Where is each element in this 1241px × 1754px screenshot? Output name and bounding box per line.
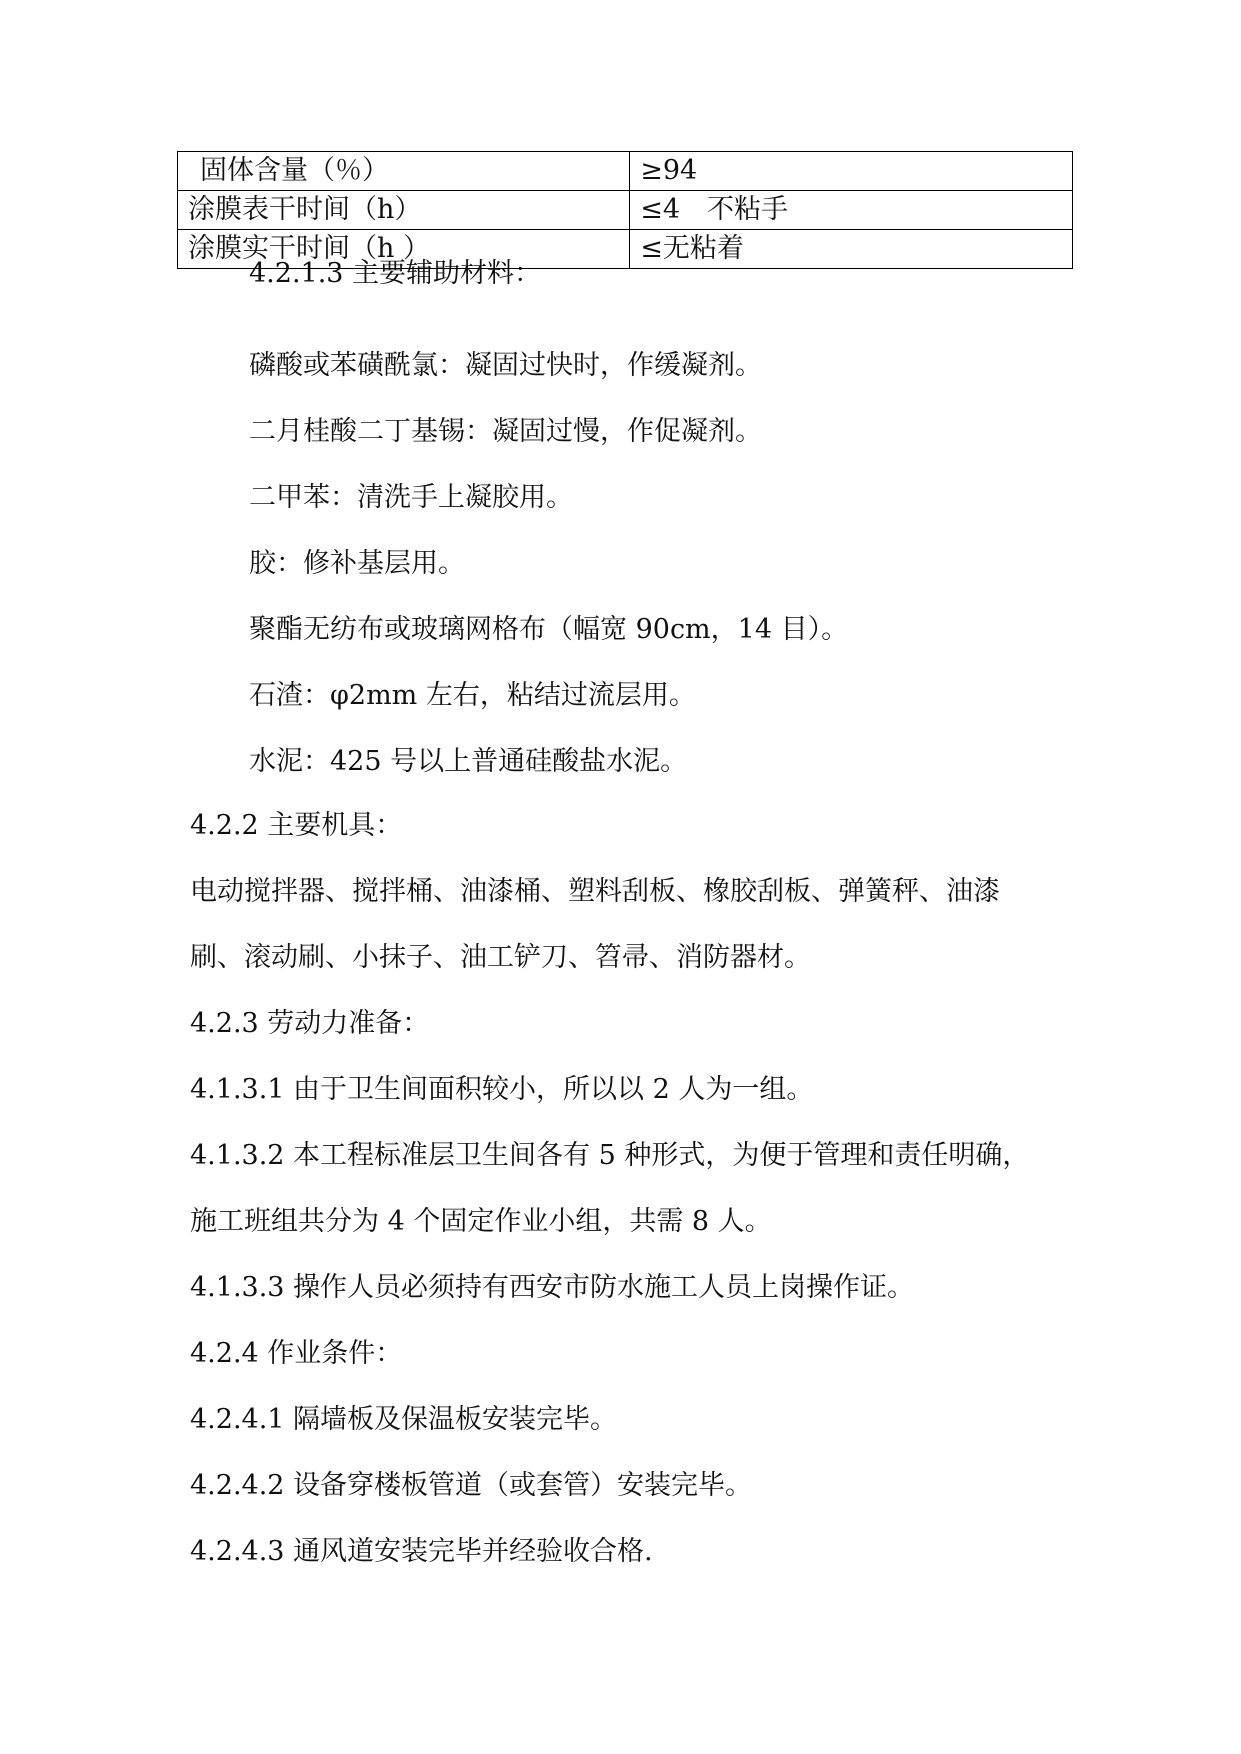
condition-item: 4.2.4.2 设备穿楼板管道（或套管）安装完毕。 [190,1470,753,1501]
aux-item: 二甲苯：清洗手上凝胶用。 [249,482,573,513]
properties-table [177,151,1073,269]
property-value: ≤4 不粘手 [630,191,1073,230]
property-value: ≤无粘着 [630,230,1073,269]
tools-text-line: 刷、滚动刷、小抹子、油工铲刀、笤帚、消防器材。 [190,942,811,973]
property-value: ≥94 [630,152,1073,191]
aux-item: 胶：修补基层用。 [249,548,465,579]
table-row [178,191,1073,230]
tools-heading: 4.2.2 主要机具： [190,810,403,841]
aux-item: 聚酯无纺布或玻璃网格布（幅宽 90cm，14 目）。 [249,614,849,645]
aux-materials-heading: 4.2.1.3 主要辅助材料： [249,258,542,289]
labor-heading: 4.2.3 劳动力准备： [190,1008,430,1039]
property-name: 固体含量（％） [178,152,630,191]
labor-item: 4.1.3.2 本工程标准层卫生间各有 5 种形式，为便于管理和责任明确， [190,1140,1030,1171]
aux-item: 二月桂酸二丁基锡：凝固过慢，作促凝剂。 [249,416,762,447]
tools-text-line: 电动搅拌器、搅拌桶、油漆桶、塑料刮板、橡胶刮板、弹簧秤、油漆 [190,876,1000,907]
labor-item-continued: 施工班组共分为 4 个固定作业小组，共需 8 人。 [190,1206,772,1237]
property-name: 涂膜表干时间（h） [178,191,630,230]
labor-item: 4.1.3.3 操作人员必须持有西安市防水施工人员上岗操作证。 [190,1272,915,1303]
aux-item: 水泥：425 号以上普通硅酸盐水泥。 [249,746,688,777]
aux-item: 磷酸或苯磺酰氯：凝固过快时，作缓凝剂。 [249,350,762,381]
aux-item: 石渣：φ2mm 左右，粘结过流层用。 [249,680,696,711]
condition-item: 4.2.4.3 通风道安装完毕并经验收合格. [190,1536,653,1567]
property-name: 涂膜实干时间（h ） [178,230,630,269]
table-row [178,152,1073,191]
labor-item: 4.1.3.1 由于卫生间面积较小，所以以 2 人为一组。 [190,1074,814,1105]
condition-item: 4.2.4.1 隔墙板及保温板安装完毕。 [190,1404,618,1435]
work-conditions-heading: 4.2.4 作业条件： [190,1338,403,1369]
